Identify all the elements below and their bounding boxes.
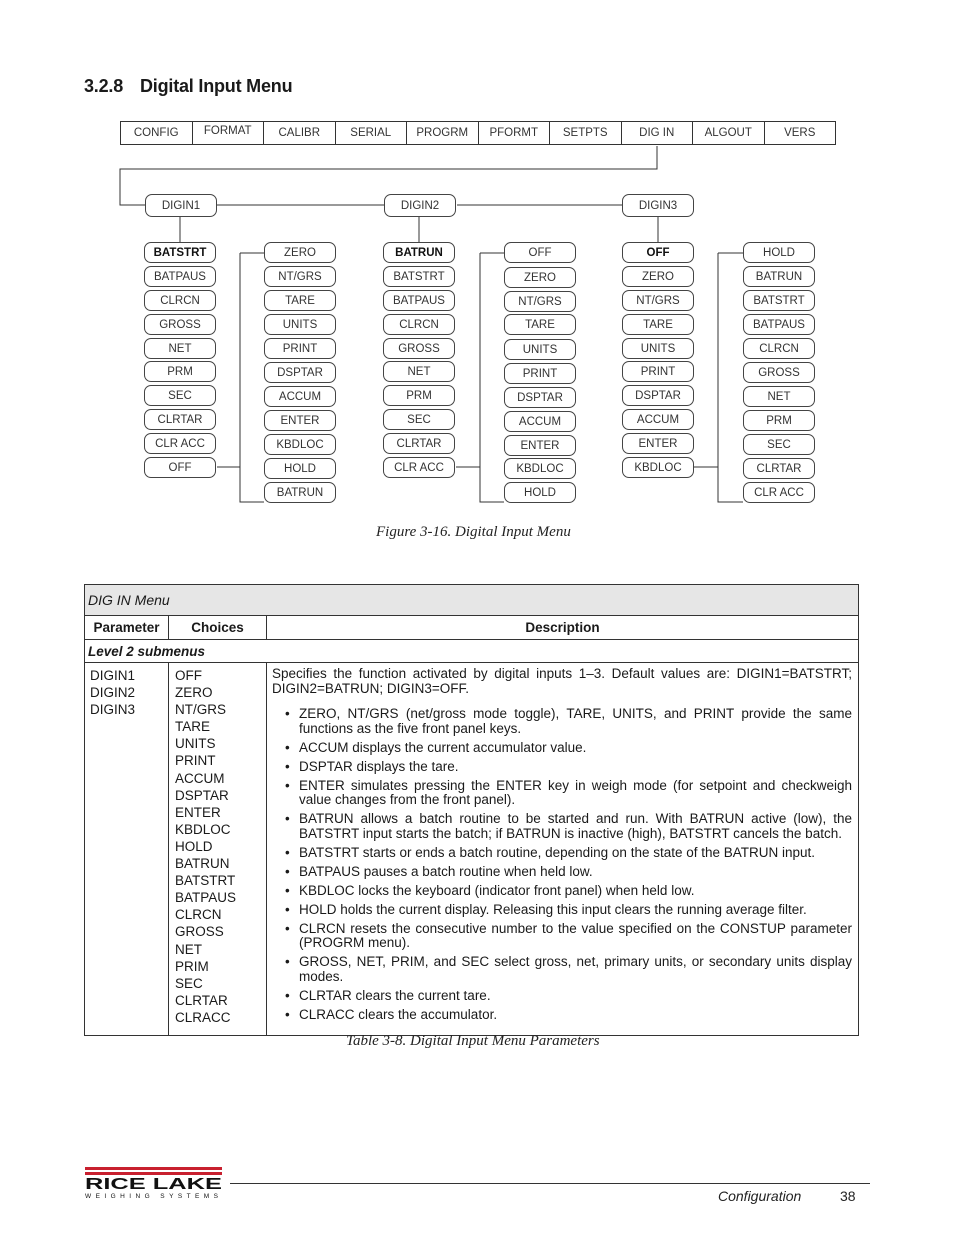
digin2-option: OFF [504,242,576,263]
choice-item: NT/GRS [175,702,227,718]
digin1-option: TARE [264,290,336,311]
digin1-option: SEC [144,385,216,406]
choice-item: GROSS [175,924,224,940]
digin3-option: ACCUM [622,409,694,430]
choices-cell [169,663,267,1036]
digin2-option: SEC [383,409,455,430]
digin2-option: HOLD [504,482,576,503]
digin2-option: PRINT [504,363,576,384]
figure-caption: Figure 3-16. Digital Input Menu [376,524,571,540]
description-bullet: • CLRACC clears the accumulator. [299,1008,852,1023]
description-bullet: • BATPAUS pauses a batch routine when held low. [299,865,852,880]
rice-lake-logo [85,1167,222,1200]
description-bullet: • ZERO, NT/GRS (net/gross mode toggle), TARE, UNITS, and PRINT provide the same functions as the five front panel keys. [299,707,852,736]
digin2-option: ZERO [504,267,576,288]
menu-item-pformt: PFORMT [479,122,551,144]
table-caption: Table 3-8. Digital Input Menu Parameters [346,1033,600,1049]
choice-item: CLRACC [175,1009,231,1025]
digin3-option: BATRUN [743,266,815,287]
digin1-option: CLRTAR [144,409,216,430]
menu-item-format: FORMAT [193,122,265,144]
parameter-name: DIGIN3 [90,702,136,717]
digin1-option: PRINT [264,338,336,359]
description-bullet: • DSPTAR displays the tare. [299,760,852,775]
digin2-option: ACCUM [504,411,576,432]
table-title: DIG IN Menu [85,585,859,616]
digin3-option: KBDLOC [622,457,694,478]
digin2-option: BATPAUS [383,290,455,311]
digin2-option: NET [383,361,455,382]
choice-item: NET [175,941,202,957]
digin3-node: DIGIN3 [622,194,694,217]
digin1-option: OFF [144,457,216,478]
parameter-name: DIGIN2 [90,685,136,700]
parameter-cell [85,663,169,1036]
digin2-option: DSPTAR [504,387,576,408]
footer-rule [230,1183,870,1184]
description-bullet: • CLRCN resets the consecutive number to the value specified on the CONSTUP parameter (PROGRM menu). [299,922,852,951]
menu-item-serial: SERIAL [336,122,408,144]
digin3-option: UNITS [622,338,694,359]
description-bullet: • BATRUN allows a batch routine to be started and run. With BATRUN active (low), the BATSTRT input starts the batch; if BATRUN is inactive (high), BATSTRT cancels the batch. [299,812,852,841]
choice-item: SEC [175,975,203,991]
digin3-option: TARE [622,314,694,335]
digin3-option: GROSS [743,362,815,383]
description-bullets [272,707,852,1022]
digin3-option: ENTER [622,433,694,454]
digin1-option: NET [144,338,216,359]
digin3-option: PRINT [622,361,694,382]
digin3-option: NT/GRS [622,290,694,311]
choice-item: DSPTAR [175,787,229,803]
section-number: 3.2.8 [84,76,124,96]
header-description: Description [267,616,859,640]
digin2-node: DIGIN2 [384,194,456,217]
digin1-option: NT/GRS [264,266,336,287]
choice-item: OFF [175,668,202,683]
digin3-option: BATSTRT [743,290,815,311]
page-number: 38 [840,1188,856,1204]
digin1-option: ENTER [264,410,336,431]
section-title: Digital Input Menu [140,76,293,96]
choice-item: UNITS [175,736,216,752]
description-bullet: • KBDLOC locks the keyboard (indicator front panel) when held low. [299,884,852,899]
menu-item-config: CONFIG [121,122,193,144]
digin2-option: BATSTRT [383,266,455,287]
digin3-option: PRM [743,410,815,431]
choice-item: KBDLOC [175,821,231,837]
digin1-node: DIGIN1 [145,194,217,217]
choice-item: CLRCN [175,907,222,923]
choice-item: BATRUN [175,856,230,872]
digin1-option: KBDLOC [264,434,336,455]
choice-item: CLRTAR [175,992,228,1008]
digin2-option: ENTER [504,435,576,456]
description-bullet: • ENTER simulates pressing the ENTER key in weigh mode (for setpoint and checkweigh value changes from the front panel). [299,779,852,808]
choice-item: TARE [175,719,211,735]
digin3-option: DSPTAR [622,385,694,406]
digin2-option: NT/GRS [504,291,576,312]
description-bullet: • HOLD holds the current display. Releasing this input clears the running average filter. [299,903,852,918]
digin2-option: TARE [504,314,576,335]
digin1-option: ACCUM [264,386,336,407]
choice-item: ACCUM [175,770,225,786]
description-bullet: • BATSTRT starts or ends a batch routine, depending on the state of the BATRUN input. [299,846,852,861]
header-parameter: Parameter [85,616,169,640]
digin2-option: CLR ACC [383,457,455,478]
digin2-option: KBDLOC [504,458,576,479]
footer-section: Configuration [718,1188,802,1204]
digin3-option: CLRCN [743,338,815,359]
description-bullet: • CLRTAR clears the current tare. [299,989,852,1004]
digin3-option: HOLD [743,242,815,263]
digin1-option: HOLD [264,458,336,479]
description-bullet: • GROSS, NET, PRIM, and SEC select gross, net, primary units, or secondary units display modes. [299,955,852,984]
description-intro: Specifies the function activated by digital inputs 1–3. Default values are: DIGIN1=BATSTRT; DIGIN2=BATRUN; DIGIN3=OFF. [272,666,852,696]
digin3-option: OFF [622,242,694,263]
digin1-option: GROSS [144,314,216,335]
description-cell [267,663,859,1036]
choice-item: PRIM [175,958,209,974]
digin3-option: SEC [743,434,815,455]
digin1-option: BATPAUS [144,266,216,287]
menu-item-progrm: PROGRM [407,122,479,144]
digin2-option: UNITS [504,339,576,360]
menu-item-algout: ALGOUT [693,122,765,144]
digin1-option: ZERO [264,242,336,263]
digin3-option: BATPAUS [743,314,815,335]
logo-text: RICE LAKE [85,1176,222,1193]
digin1-option: PRM [144,361,216,382]
level-label: Level 2 submenus [85,640,859,663]
digin2-option: PRM [383,385,455,406]
digin1-option: BATRUN [264,482,336,503]
digin3-option: NET [743,386,815,407]
parameter-name: DIGIN1 [90,668,136,683]
choice-item: HOLD [175,838,213,854]
digin1-option: BATSTRT [144,242,216,263]
header-choices: Choices [169,616,267,640]
choice-item: BATPAUS [175,890,237,906]
digin3-option: CLRTAR [743,458,815,479]
digin3-option: ZERO [622,266,694,287]
choice-item: ENTER [175,804,221,820]
choice-item: ZERO [175,685,213,701]
digin2-option: CLRTAR [383,433,455,454]
digin2-option: CLRCN [383,314,455,335]
menu-item-vers: VERS [784,127,816,139]
digin1-option: CLRCN [144,290,216,311]
menu-item-calibr: CALIBR [264,122,336,144]
menu-item-setpts: SETPTS [550,122,622,144]
menu-item-dig-in: DIG IN [622,122,694,144]
digin2-option: GROSS [383,338,455,359]
choice-item: BATSTRT [175,873,236,889]
digin1-option: UNITS [264,314,336,335]
digin2-option: BATRUN [383,242,455,263]
dig-in-menu-table [84,584,859,1036]
digin1-option: DSPTAR [264,362,336,383]
logo-subtext: WEIGHING SYSTEMS [85,1193,218,1200]
choice-item: PRINT [175,753,216,769]
digin1-option: CLR ACC [144,433,216,454]
digin3-option: CLR ACC [743,482,815,503]
description-bullet: • ACCUM displays the current accumulator value. [299,741,852,756]
